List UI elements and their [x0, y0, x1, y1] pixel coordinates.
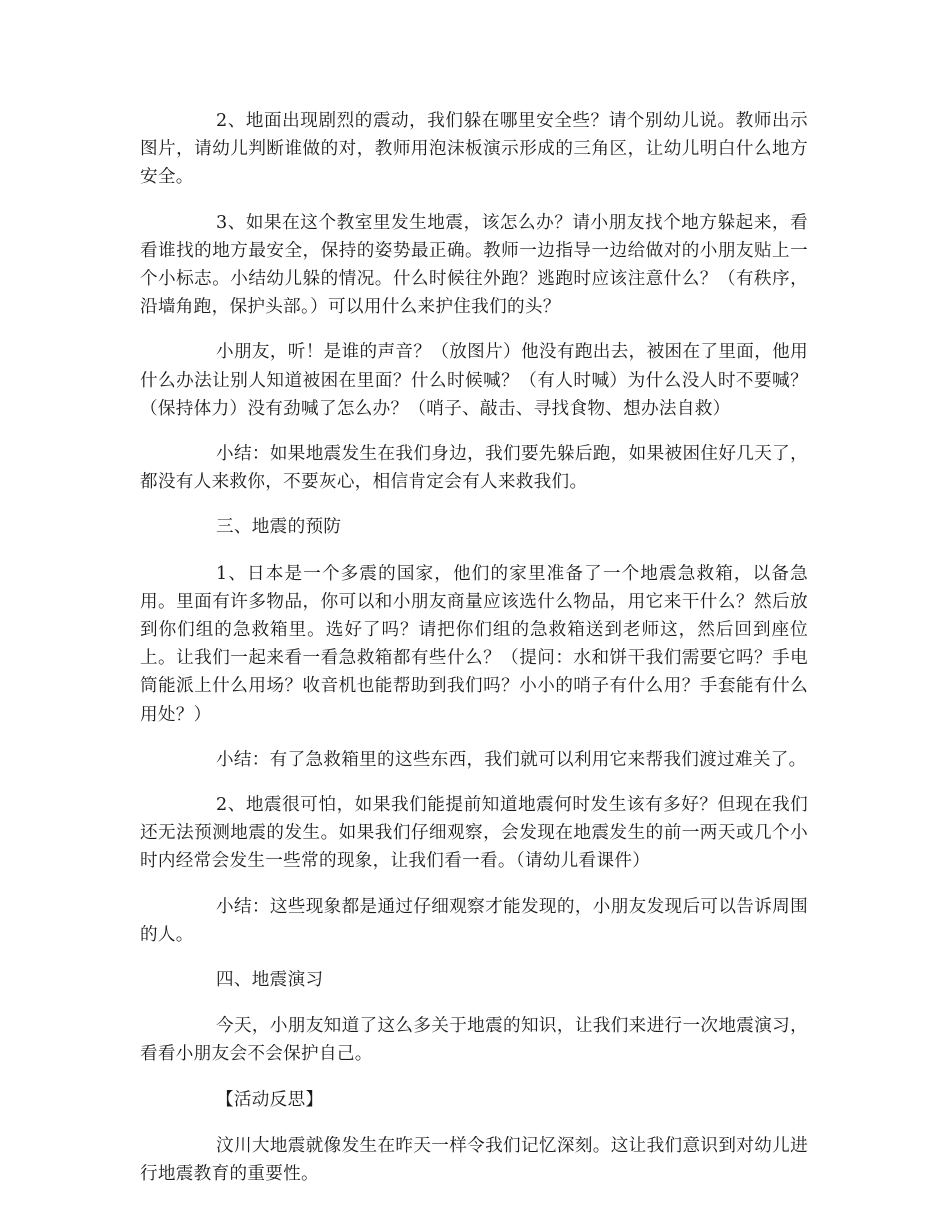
paragraph-summary-2: 小结：有了急救箱里的这些东西，我们就可以利用它来帮我们渡过难关了。 [216, 749, 807, 770]
paragraph-summary-3: 小结：这些现象都是通过仔细观察才能发现的，小朋友发现后可以告诉周围的人。 [140, 896, 808, 945]
section-heading-reflection: 【活动反思】 [216, 1089, 324, 1110]
paragraph-step-3-classroom: 3、如果在这个教室里发生地震，该怎么办？请小朋友找个地方躲起来，看看谁找的地方最安全，保持的姿势最正确。教师一边指导一边给做对的小朋友贴上一个小标志。小结幼儿躲的情况。什么时候往外跑？逃跑时应该注意什么？（有秩序，沿墙角跑，保护头部。）可以用什么来护住我们的头？ [140, 212, 808, 318]
section-heading-drill: 四、地震演习 [216, 970, 324, 991]
paragraph-prediction: 2、地震很可怕，如果我们能提前知道地震何时发生该有多好？但现在我们还无法预测地震的发生。如果我们仔细观察，会发现在地震发生的前一两天或几个小时内经常会发生一些常的现象，让我们看一看。（请幼儿看课件） [140, 795, 808, 872]
paragraph-summary-1: 小结：如果地震发生在我们身边，我们要先躲后跑，如果被困住好几天了，都没有人来救你，不要灰心，相信肯定会有人来救我们。 [140, 444, 808, 493]
paragraph-step-2-shelter: 2、地面出现剧烈的震动，我们躲在哪里安全些？请个别幼儿说。教师出示图片，请幼儿判断谁做的对，教师用泡沫板演示形成的三角区，让幼儿明白什么地方安全。 [140, 111, 808, 188]
paragraph-emergency-kit: 1、日本是一个多震的国家，他们的家里准备了一个地震急救箱，以备急用。里面有许多物品，你可以和小朋友商量应该选什么物品，用它来干什么？然后放到你们组的急救箱里。选好了吗？请把你们组的急救箱送到老师这，然后回到座位上。让我们一起来看一看急救箱都有些什么？（提问：水和饼干我们需要它吗？手电筒能派上什么用场？收音机也能帮助到我们吗？小小的哨子有什么用？手套能有什么用处？） [140, 563, 808, 725]
paragraph-trapped-rescue: 小朋友，听！是谁的声音？（放图片）他没有跑出去，被困在了里面，他用什么办法让别人知道被困在里面？什么时候喊？（有人时喊）为什么没人时不要喊？（保持体力）没有劲喊了怎么办？（哨子、敲击、寻找食物、想办法自救） [140, 342, 808, 419]
section-heading-prevention: 三、地震的预防 [216, 517, 342, 538]
paragraph-drill: 今天，小朋友知道了这么多关于地震的知识，让我们来进行一次地震演习，看看小朋友会不会保护自己。 [140, 1016, 808, 1065]
paragraph-reflection: 汶川大地震就像发生在昨天一样令我们记忆深刻。这让我们意识到对幼儿进行地震教育的重要性。 [140, 1135, 808, 1185]
document-body [140, 107, 808, 1205]
